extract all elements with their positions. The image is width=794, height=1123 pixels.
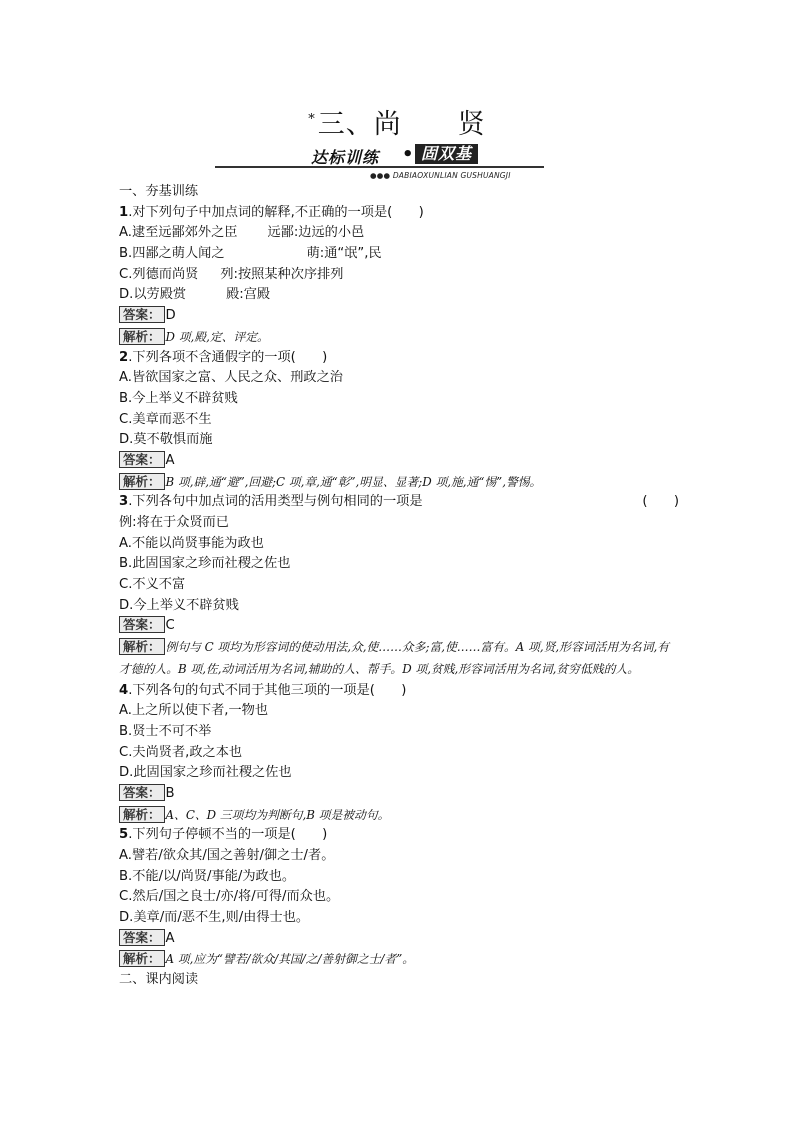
banner-label: 达标训练 (311, 148, 380, 167)
answer-row (119, 784, 679, 805)
section-banner (215, 146, 544, 168)
question-number: 4 (119, 682, 129, 698)
option-d: D.此固国家之珍而社稷之佐也 (119, 765, 292, 781)
option-b: B.今上举义不辟贫贱 (119, 390, 238, 406)
option-b: B.贤士不可不举 (119, 723, 212, 739)
option-d: D.今上举义不辟贫贱 (119, 597, 239, 613)
analysis-row (119, 327, 679, 348)
option-c: C.列德而尚贤 列:按照某种次序排列 (119, 266, 344, 282)
answer-tag: 答案： (119, 306, 165, 323)
analysis-tag: 解析： (119, 328, 165, 345)
option-d: D.莫不敬惧而施 (119, 432, 213, 448)
analysis-row (119, 637, 679, 680)
banner-dot: • (402, 144, 414, 165)
section-heading: 一、夯基训练 (119, 184, 199, 199)
answer-paren: ( ) (642, 494, 679, 510)
answer-row (119, 306, 679, 327)
option-a: A.皆欲国家之富、人民之众、刑政之治 (119, 370, 343, 386)
answer-value: C (165, 618, 175, 634)
answer-row (119, 929, 679, 950)
analysis-tag: 解析： (119, 806, 165, 823)
analysis-text: A 项,应为“譬若/欲众/其国/之/善射御之士/者”。 (165, 952, 415, 967)
answer-value: A (165, 452, 175, 468)
answer-value: A (165, 930, 175, 946)
question-stem: 2.下列各项不含通假字的一项( ) (119, 349, 328, 365)
answer-tag: 答案： (119, 451, 165, 468)
answer-tag: 答案： (119, 616, 165, 633)
analysis-text: D 项,殿,定、评定。 (165, 329, 269, 344)
answer-value: B (165, 785, 175, 801)
option-c: C.然后/国之良士/亦/将/可得/而众也。 (119, 889, 340, 905)
answer-tag: 答案： (119, 784, 165, 801)
option-b: B.此固国家之珍而社稷之佐也 (119, 556, 291, 572)
question-number: 1 (119, 204, 129, 220)
banner-pinyin: ●●● DABIAOXUNLIAN GUSHUANGJI (370, 171, 511, 180)
page-title (0, 102, 794, 141)
option-a: A.逮至远鄙郊外之臣 远鄙:边远的小邑 (119, 225, 365, 241)
banner-rule (215, 166, 544, 168)
analysis-text: B 项,辟,通“避”,回避;C 项,章,通“彰”,明显、显著;D 项,施,通“惕”,警惕。 (165, 474, 542, 489)
analysis-tag: 解析： (119, 950, 165, 967)
example-sentence: 例:将在于众贤而已 (119, 515, 229, 530)
section-heading: 二、课内阅读 (119, 972, 199, 988)
answer-row (119, 451, 679, 472)
option-d: D.以劳殿赏 殿:宫殿 (119, 287, 271, 303)
question-stem: 4.下列各句的句式不同于其他三项的一项是( ) (119, 682, 407, 698)
question-number: 5 (119, 827, 129, 843)
question-number: 3 (119, 494, 129, 510)
analysis-tag: 解析： (119, 473, 165, 490)
option-a: A.譬若/欲众其/国之善射/御之士/者。 (119, 848, 335, 864)
option-b: B.四鄙之萌人闻之 萌:通“氓”,民 (119, 246, 382, 262)
option-c: C.美章而恶不生 (119, 411, 212, 427)
title-part2: 贤 (457, 109, 486, 140)
title-part1: 三、尚 (317, 109, 402, 140)
analysis-text: A、C、D 三项均为判断句,B 项是被动句。 (165, 807, 390, 822)
option-a: A.不能以尚贤事能为政也 (119, 535, 264, 551)
option-c: C.夫尚贤者,政之本也 (119, 744, 243, 760)
analysis-tag: 解析： (119, 638, 165, 655)
question-stem: 3.下列各句中加点词的活用类型与例句相同的一项是 ( ) (119, 492, 679, 513)
question-stem: 1.对下列句子中加点词的解释,不正确的一项是( ) (119, 204, 424, 220)
answer-row (119, 616, 679, 637)
question-stem: 5.下列句子停顿不当的一项是( ) (119, 827, 328, 843)
option-a: A.上之所以使下者,一物也 (119, 703, 269, 719)
analysis-row (119, 472, 679, 493)
analysis-text: 例句与 C 项均为形容词的使动用法,众,使……众多;富,使……富有。A 项,贤,形容词活用为名词,有才德的人。B 项,佐,动词活用为名词,辅助的人、帮手。D 项,贫贱,形容词活用为名词,贫穷低贱的人。 (119, 640, 670, 676)
answer-tag: 答案： (119, 929, 165, 946)
answer-value: D (165, 308, 176, 324)
option-b: B.不能/以/尚贤/事能/为政也。 (119, 868, 296, 884)
option-d: D.美章/而/恶不生,则/由得士也。 (119, 910, 310, 926)
title-asterisk: * (308, 112, 316, 127)
question-number: 2 (119, 349, 129, 365)
banner-boxed-label: 固双基 (415, 144, 478, 164)
analysis-row (119, 805, 679, 826)
exercise-content (119, 182, 679, 991)
analysis-row (119, 949, 679, 970)
option-c: C.不义不富 (119, 577, 186, 593)
